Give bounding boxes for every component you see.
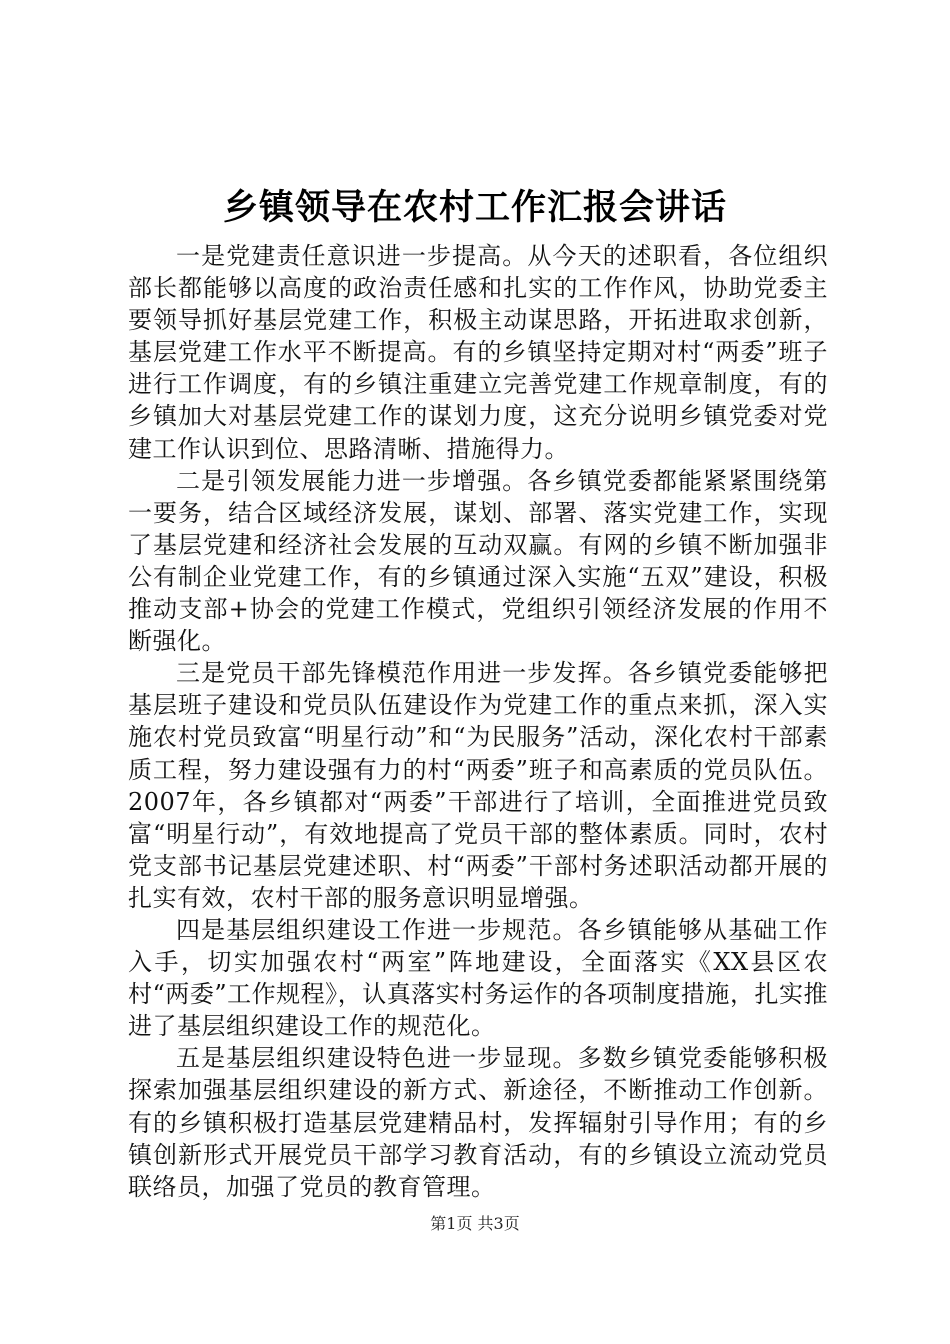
paragraph-4: 四是基层组织建设工作进一步规范。各乡镇能够从基础工作入手，切实加强农村“两室”阵地建设，全面落实《XX县区农村“两委”工作规程》，认真落实村务运作的各项制度措施，扎实推进了基层组织建设工作的规范化。 <box>128 915 828 1041</box>
paragraph-5: 五是基层组织建设特色进一步显现。多数乡镇党委能够积极探索加强基层组织建设的新方式、新途径，不断推动工作创新。有的乡镇积极打造基层党建精品村，发挥辐射引导作用；有的乡镇创新形式开展党员干部学习教育活动，有的乡镇设立流动党员联络员，加强了党员的教育管理。 <box>128 1044 828 1201</box>
paragraph-1: 一是党建责任意识进一步提高。从今天的述职看，各位组织部长都能够以高度的政治责任感和扎实的工作作风，协助党委主要领导抓好基层党建工作，积极主动谋思路，开拓进取求创新，基层党建工作水平不断提高。有的乡镇坚持定期对村“两委”班子进行工作调度，有的乡镇注重建立完善党建工作规章制度，有的乡镇加大对基层党建工作的谋划力度，这充分说明乡镇党委对党建工作认识到位、思路清晰、措施得力。 <box>128 242 828 463</box>
paragraph-3: 三是党员干部先锋模范作用进一步发挥。各乡镇党委能够把基层班子建设和党员队伍建设作为党建工作的重点来抓，深入实施农村党员致富“明星行动”和“为民服务”活动，深化农村干部素质工程，努力建设强有力的村“两委”班子和高素质的党员队伍。2007年，各乡镇都对“两委”干部进行了培训，全面推进党员致富“明星行动”，有效地提高了党员干部的整体素质。同时，农村党支部书记基层党建述职、村“两委”干部村务述职活动都开展的扎实有效，农村干部的服务意识明显增强。 <box>128 659 828 912</box>
document-title: 乡镇领导在农村工作汇报会讲话 <box>222 188 727 228</box>
paragraph-2: 二是引领发展能力进一步增强。各乡镇党委都能紧紧围绕第一要务，结合区域经济发展，谋划、部署、落实党建工作，实现了基层党建和经济社会发展的互动双赢。有网的乡镇不断加强非公有制企业党建工作，有的乡镇通过深入实施“五双”建设，积极推动支部+协会的党建工作模式，党组织引领经济发展的作用不断强化。 <box>128 466 828 656</box>
page-number-footer: 第1页 共3页 <box>430 1214 520 1233</box>
document-body <box>128 240 828 1203</box>
